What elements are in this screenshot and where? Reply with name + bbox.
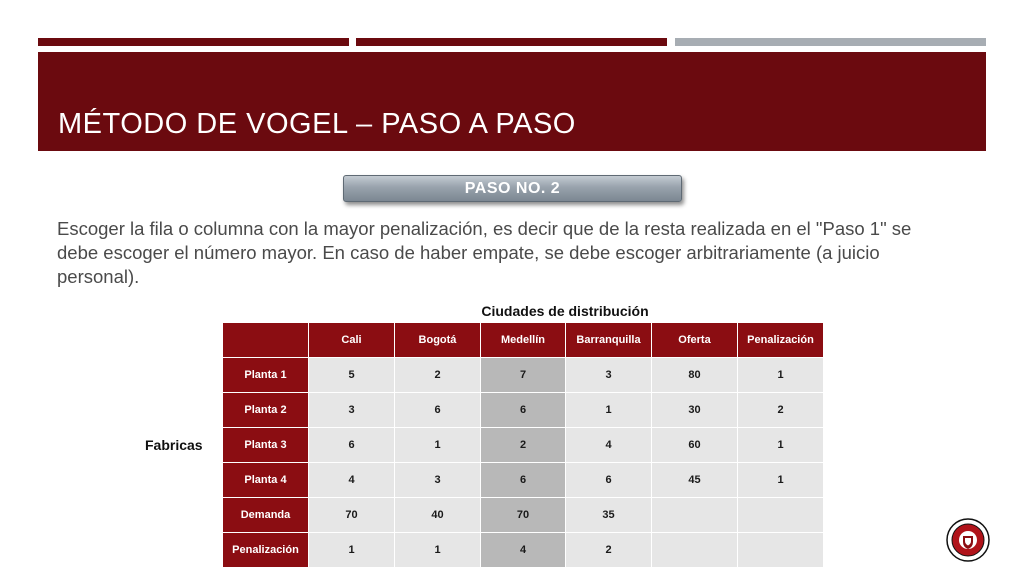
row-header: Planta 1 bbox=[223, 358, 309, 393]
table-cell: 3 bbox=[395, 463, 481, 498]
column-header: Cali bbox=[309, 323, 395, 358]
table-cell: 45 bbox=[652, 463, 738, 498]
table-cell: 40 bbox=[395, 498, 481, 533]
row-header: Planta 4 bbox=[223, 463, 309, 498]
table-cell-highlighted: 6 bbox=[481, 463, 566, 498]
table-cell: 3 bbox=[309, 393, 395, 428]
column-header: Bogotá bbox=[395, 323, 481, 358]
table-cell: 1 bbox=[738, 358, 824, 393]
table-cell-highlighted: 70 bbox=[481, 498, 566, 533]
table-cell: 2 bbox=[566, 533, 652, 568]
column-header: Penalización bbox=[738, 323, 824, 358]
table-cell: 30 bbox=[652, 393, 738, 428]
row-header: Planta 2 bbox=[223, 393, 309, 428]
table-cell: 3 bbox=[566, 358, 652, 393]
table-cell: 1 bbox=[395, 533, 481, 568]
table-cell: 35 bbox=[566, 498, 652, 533]
table-cell: 4 bbox=[309, 463, 395, 498]
table-cell: 2 bbox=[738, 393, 824, 428]
table-cell: 1 bbox=[395, 428, 481, 463]
step-label: PASO NO. 2 bbox=[343, 175, 682, 202]
row-header: Penalización bbox=[223, 533, 309, 568]
header-corner bbox=[223, 323, 309, 358]
table-cell: 60 bbox=[652, 428, 738, 463]
table-cell: 1 bbox=[309, 533, 395, 568]
table-row bbox=[223, 428, 824, 463]
table-cell: 4 bbox=[566, 428, 652, 463]
column-group-label: Ciudades de distribución bbox=[481, 303, 649, 319]
table-cell bbox=[652, 498, 738, 533]
table-cell: 80 bbox=[652, 358, 738, 393]
table-cell: 2 bbox=[395, 358, 481, 393]
row-group-label: Fabricas bbox=[145, 437, 203, 453]
column-header: Oferta bbox=[652, 323, 738, 358]
table-header-row bbox=[223, 323, 824, 358]
slide-title: MÉTODO DE VOGEL – PASO A PASO bbox=[58, 108, 576, 140]
table-cell: 6 bbox=[309, 428, 395, 463]
table-row bbox=[223, 533, 824, 568]
row-header: Planta 3 bbox=[223, 428, 309, 463]
table-cell-highlighted: 2 bbox=[481, 428, 566, 463]
vogel-table bbox=[222, 322, 824, 568]
column-header: Medellín bbox=[481, 323, 566, 358]
table-cell: 1 bbox=[738, 463, 824, 498]
title-banner bbox=[38, 52, 986, 151]
table-cell-highlighted: 4 bbox=[481, 533, 566, 568]
table-cell-highlighted: 6 bbox=[481, 393, 566, 428]
row-header: Demanda bbox=[223, 498, 309, 533]
table-cell: 5 bbox=[309, 358, 395, 393]
column-header: Barranquilla bbox=[566, 323, 652, 358]
top-accent-bar-1 bbox=[38, 38, 349, 46]
table-row bbox=[223, 498, 824, 533]
table-cell: 70 bbox=[309, 498, 395, 533]
table-cell: 6 bbox=[395, 393, 481, 428]
table-cell: 1 bbox=[738, 428, 824, 463]
step-description: Escoger la fila o columna con la mayor penalización, es decir que de la resta realizada en el "Paso 1" se debe escoger el número mayor. En caso de haber empate, se debe escoger arbitrariamente (a juicio personal). bbox=[57, 218, 912, 287]
top-accent-bar-3 bbox=[675, 38, 986, 46]
table-cell: 6 bbox=[566, 463, 652, 498]
top-accent-bar-2 bbox=[356, 38, 667, 46]
university-seal-icon bbox=[946, 518, 990, 562]
table-cell bbox=[738, 498, 824, 533]
table-row bbox=[223, 393, 824, 428]
table-cell bbox=[738, 533, 824, 568]
table-row bbox=[223, 463, 824, 498]
table-cell-highlighted: 7 bbox=[481, 358, 566, 393]
table-row bbox=[223, 358, 824, 393]
table-cell bbox=[652, 533, 738, 568]
table-cell: 1 bbox=[566, 393, 652, 428]
